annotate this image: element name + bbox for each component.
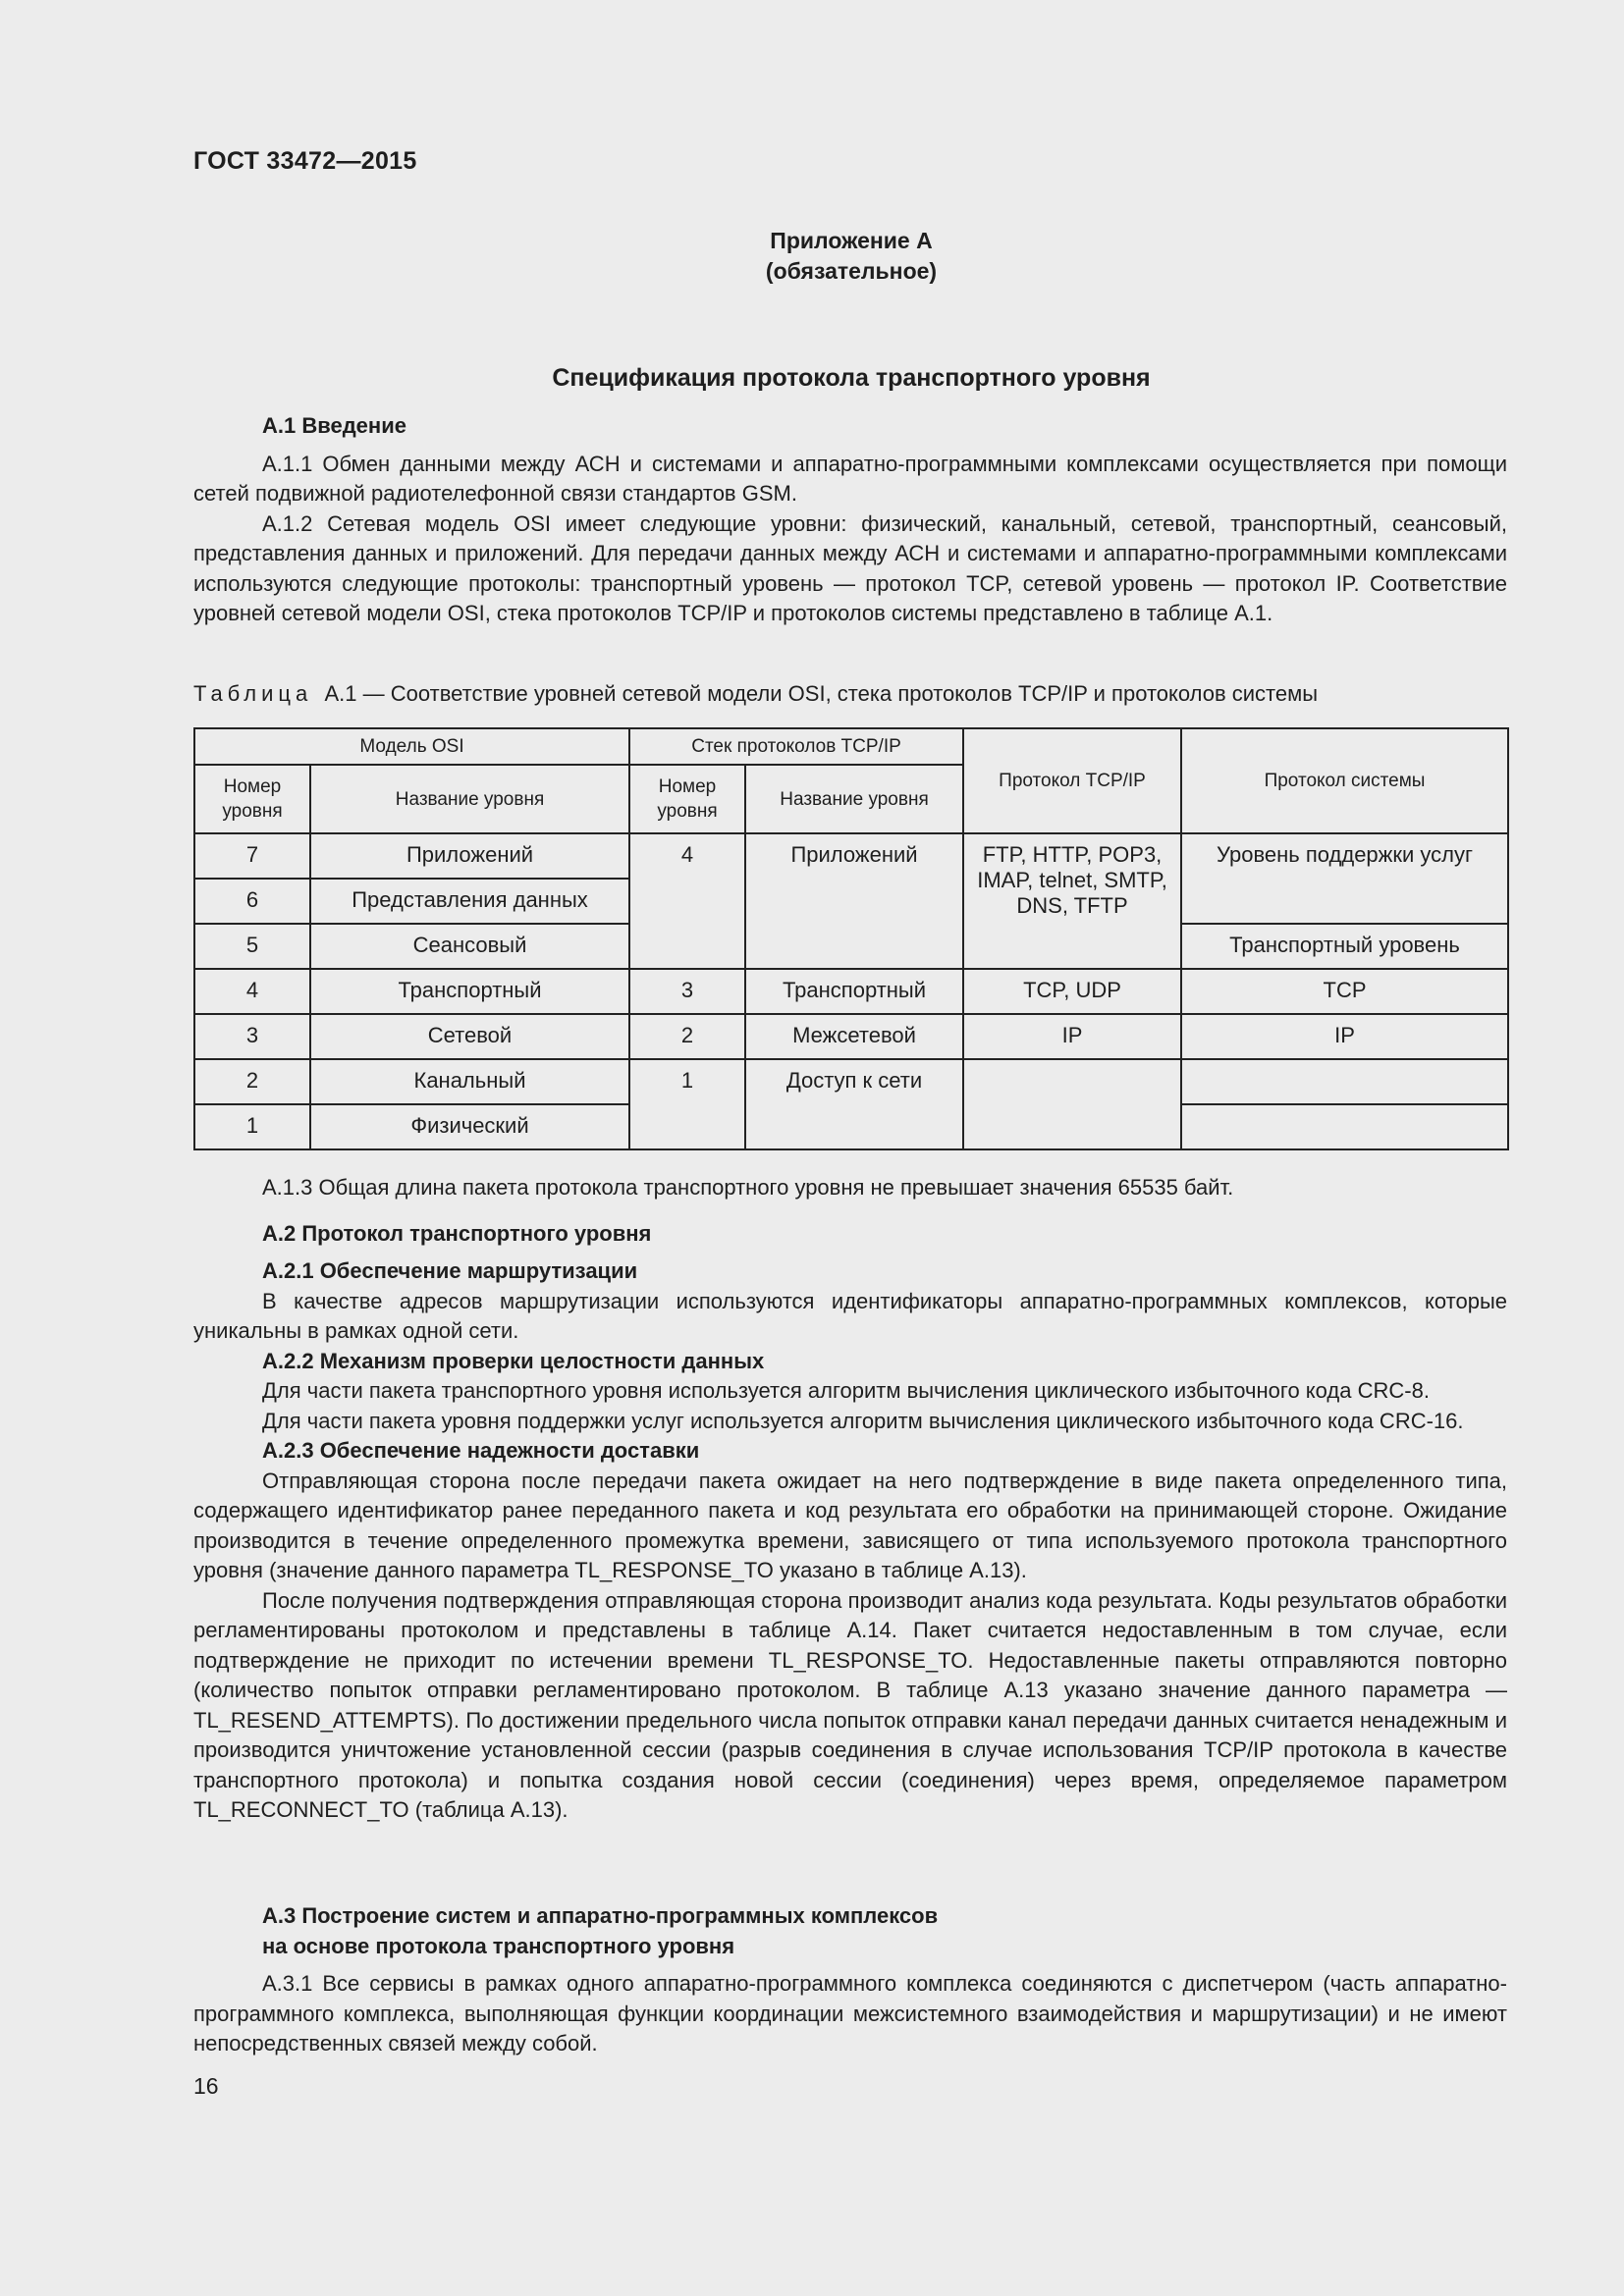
tcp-level-number: 2 — [629, 1014, 745, 1059]
specification-title: Спецификация протокола транспортного уровня — [552, 364, 1151, 392]
osi-level-name: Транспортный — [310, 969, 629, 1014]
header-tcpip-stack: Стек протоколов TCP/IP — [629, 728, 963, 765]
tcp-level-name: Транспортный — [745, 969, 963, 1014]
tcp-level-number: 3 — [629, 969, 745, 1014]
paragraph-a3-1: А.3.1 Все сервисы в рамках одного аппаратно-программного комплекса соединяются с диспетчером (часть аппаратно-программного комплекса, выполняющая функции координации межсистемного взаимодействия и маршрутизации) и не имеют непосредственных связей между собой. — [193, 1971, 1507, 2056]
osi-level-name: Представления данных — [310, 879, 629, 924]
system-protocol: TCP — [1181, 969, 1508, 1014]
osi-tcpip-table — [193, 727, 1509, 1150]
osi-level-number: 4 — [194, 969, 310, 1014]
header-system-protocol: Протокол системы — [1181, 728, 1508, 833]
tcp-level-name: Приложений — [745, 833, 963, 969]
section-a2-1-heading: А.2.1 Обеспечение маршрутизации — [262, 1258, 638, 1283]
header-osi-model: Модель OSI — [194, 728, 629, 765]
paragraph-a2-2a: Для части пакета транспортного уровня используется алгоритм вычисления циклического избыточного кода CRC-8. — [262, 1378, 1430, 1403]
system-protocol: IP — [1181, 1014, 1508, 1059]
osi-level-name: Сетевой — [310, 1014, 629, 1059]
section-a2-3-heading: А.2.3 Обеспечение надежности доставки — [262, 1438, 700, 1463]
system-protocol: Транспортный уровень — [1181, 924, 1508, 969]
section-a3-heading-line2: на основе протокола транспортного уровня — [262, 1933, 735, 1958]
tcp-protocols: TCP, UDP — [963, 969, 1181, 1014]
table-caption — [193, 681, 1318, 707]
appendix-heading — [193, 226, 1509, 287]
section-a2-heading: А.2 Протокол транспортного уровня — [262, 1220, 652, 1246]
osi-level-name: Физический — [310, 1104, 629, 1149]
paragraph-a1-3: А.1.3 Общая длина пакета протокола транспортного уровня не превышает значения 65535 байт. — [262, 1175, 1234, 1200]
osi-level-number: 1 — [194, 1104, 310, 1149]
tcp-level-name: Доступ к сети — [745, 1059, 963, 1149]
osi-level-number: 3 — [194, 1014, 310, 1059]
section-a2-2-heading: А.2.2 Механизм проверки целостности данных — [262, 1348, 765, 1373]
tcp-level-number: 4 — [629, 833, 745, 969]
header-tcp-level-number: Номер уровня — [629, 765, 745, 833]
table-caption-label: Таблица — [193, 681, 313, 706]
paragraph-a2-3a: Отправляющая сторона после передачи пакета ожидает на него подтверждение в виде пакета определенного типа, содержащего идентификатор ранее переданного пакета и код результата его обработки на принимающей стороне. Ожидание производится в течение определенного промежутка времени, зависящего от типа используемого протокола транспортного уровня (значение данного параметра TL_RESPONSE_TO указано в таблице А.13). — [193, 1468, 1507, 1582]
header-tcp-level-name: Название уровня — [745, 765, 963, 833]
paragraph-a1-1: А.1.1 Обмен данными между АСН и системами и аппаратно-программными комплексами осуществляется при помощи сетей подвижной радиотелефонной связи стандартов GSM. — [193, 451, 1507, 506]
system-protocol: Уровень поддержки услуг — [1181, 833, 1508, 924]
system-protocol-empty — [1181, 1059, 1508, 1104]
osi-level-name: Приложений — [310, 833, 629, 879]
header-osi-level-name: Название уровня — [310, 765, 629, 833]
paragraph-a2-2b: Для части пакета уровня поддержки услуг используется алгоритм вычисления циклического избыточного кода CRC-16. — [262, 1408, 1464, 1433]
paragraph-a2-1: В качестве адресов маршрутизации используются идентификаторы аппаратно-программных комплексов, которые уникальны в рамках одной сети. — [193, 1288, 1507, 1343]
tcp-protocols — [963, 1059, 1181, 1149]
tcp-protocols: FTP, HTTP, POP3, IMAP, telnet, SMTP, DNS, TFTP — [963, 833, 1181, 969]
section-a3-heading-line1: А.3 Построение систем и аппаратно-программных комплексов — [262, 1903, 939, 1928]
osi-level-name: Сеансовый — [310, 924, 629, 969]
section-a2 — [193, 1173, 1507, 1826]
section-a1-heading: А.1 Введение — [262, 413, 406, 438]
osi-level-name: Канальный — [310, 1059, 629, 1104]
system-protocol-empty — [1181, 1104, 1508, 1149]
section-a1 — [193, 411, 1507, 629]
osi-level-number: 2 — [194, 1059, 310, 1104]
section-a3 — [193, 1901, 1507, 2059]
osi-level-number: 7 — [194, 833, 310, 879]
appendix-title: Приложение А — [770, 228, 933, 253]
tcp-level-name: Межсетевой — [745, 1014, 963, 1059]
appendix-status: (обязательное) — [765, 258, 938, 284]
page-number: 16 — [193, 2073, 219, 2099]
tcp-level-number: 1 — [629, 1059, 745, 1149]
paragraph-a1-2: А.1.2 Сетевая модель OSI имеет следующие уровни: физический, канальный, сетевой, транспортный, сеансовый, представления данных и приложений. Для передачи данных между АСН и системами и аппаратно-программными комплексами используются следующие протоколы: транспортный уровень — протокол TCP, сетевой уровень — протокол IP. Соответствие уровней сетевой модели OSI, стека протоколов TCP/IP и протоколов системы представлено в таблице А.1. — [193, 510, 1507, 625]
header-osi-level-number: Номер уровня — [194, 765, 310, 833]
header-tcpip-protocol: Протокол TCP/IP — [963, 728, 1181, 833]
document-code-header: ГОСТ 33472—2015 — [193, 147, 417, 175]
osi-level-number: 6 — [194, 879, 310, 924]
paragraph-a2-3b: После получения подтверждения отправляющая сторона производит анализ кода результата. Коды результатов обработки регламентированы протоколом и представлены в таблице А.14. Пакет считается недоставленным в том случае, если подтверждение не приходит по истечении времени TL_RESPONSE_TO. Недоставленные пакеты отправляются повторно (количество попыток отправки регламентировано протоколом. В таблице А.13 указано значение данного параметра — TL_RESEND_ATTEMPTS). По достижении предельного числа попыток отправки канал передачи данных считается ненадежным и производится уничтожение установленной сессии (разрыв соединения в случае использования TCP/IP протокола в качестве транспортного протокола) и попытка создания новой сессии (соединения) через время, определяемое параметром TL_RECONNECT_TO (таблица А.13). — [193, 1587, 1507, 1822]
osi-level-number: 5 — [194, 924, 310, 969]
tcp-protocols: IP — [963, 1014, 1181, 1059]
table-caption-text: А.1 — Соответствие уровней сетевой модели OSI, стека протоколов TCP/IP и протоколов системы — [324, 681, 1319, 706]
